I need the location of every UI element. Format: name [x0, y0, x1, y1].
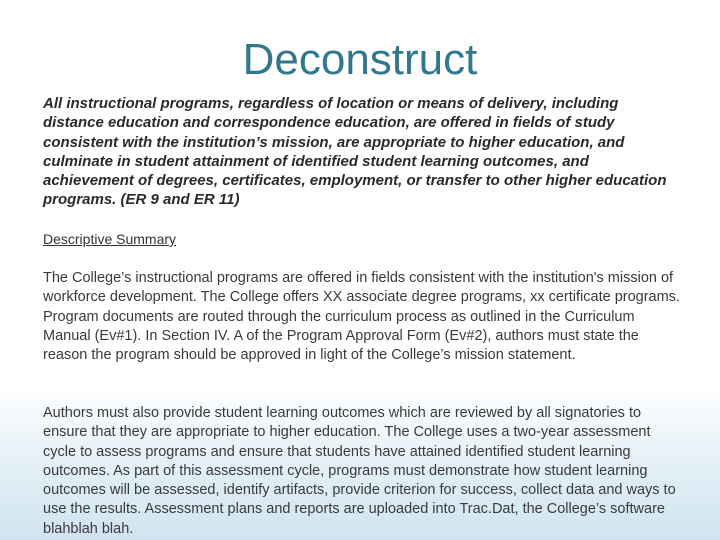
slide-title: Deconstruct — [242, 35, 478, 84]
standard-statement: All instructional programs, regardless of location or means of delivery, including distance education and correspondence education, are offered in fields of study consistent with the institution’s mission, are appropriate to higher education, and culminate in student attainment of identified student learning outcomes, and achievement of degrees, certificates, employment, or transfer to other higher education programs. (ER 9 and ER 11) — [43, 95, 667, 209]
summary-paragraph-2: Authors must also provide student learning outcomes which are reviewed by all signatories to ensure that they are appropriate to higher education. The College uses a two-year assessment cycle to assess programs and ensure that students have attained identified student learning outcomes. As part of this assessment cycle, programs must demonstrate how student learning outcomes will be assessed, identify artifacts, provide criterion for success, collect data and ways to use the results. Assessment plans and reports are uploaded into Trac.Dat, the College’s software blahblah blah. — [43, 405, 676, 537]
summary-paragraph-1: The College’s instructional programs are offered in fields consistent with the institution's mission of workforce development. The College offers XX associate degree programs, xx certificate programs. Program documents are routed through the curriculum process as outlined in the Curriculum Manual (Ev#1). In Section IV. A of the Program Approval Form (Ev#2), authors must state the reason the program should be approved in light of the College’s mission statement. — [43, 270, 680, 364]
section-heading: Descriptive Summary — [43, 231, 177, 247]
